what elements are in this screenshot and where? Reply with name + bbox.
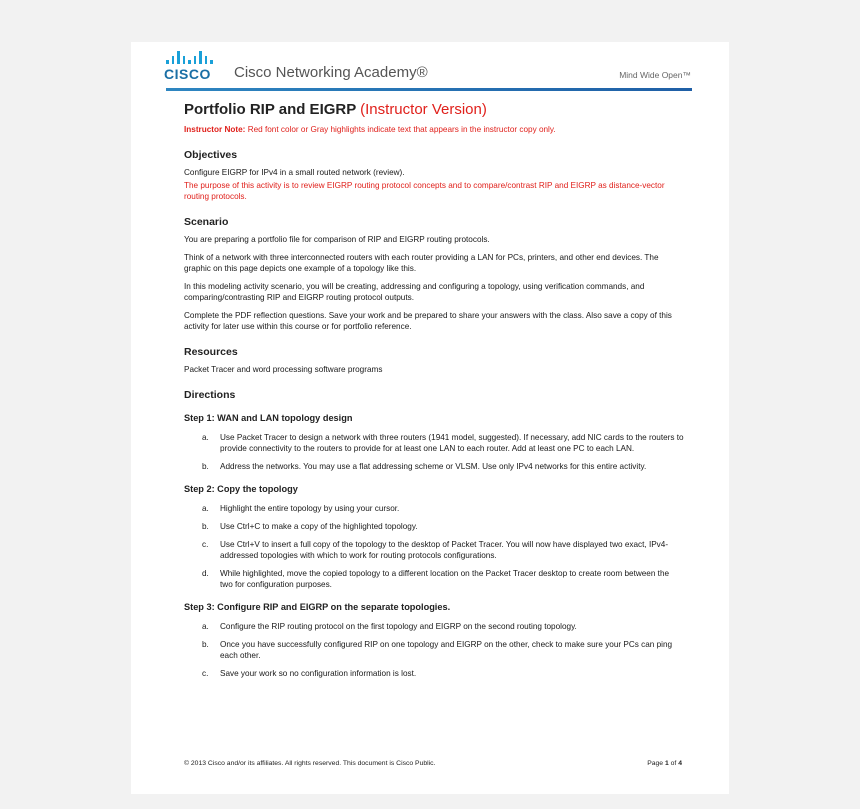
cisco-logo	[164, 50, 222, 84]
list-item-text: Use Ctrl+V to insert a full copy of the topology to the desktop of Packet Tracer. You will now have displayed two exact, IPv4-addressed topologies with which to work for routing protocols configurations.	[220, 540, 669, 560]
step-1-list	[184, 432, 684, 472]
list-item-text: Once you have successfully configured RIP on one topology and EIGRP on the other, check to make sure your PCs can ping each other.	[220, 640, 673, 660]
page-total: 4	[678, 760, 682, 767]
list-item-text: Save your work so no configuration information is lost.	[220, 669, 417, 678]
list-item	[184, 539, 684, 561]
list-marker: a.	[202, 622, 209, 631]
cisco-wordmark: CISCO	[164, 66, 211, 82]
scenario-heading: Scenario	[184, 216, 229, 228]
page-current: 1	[664, 760, 669, 767]
objectives-line: Configure EIGRP for IPv4 in a small routed network (review).	[184, 168, 405, 177]
resources-line: Packet Tracer and word processing software programs	[184, 365, 383, 374]
list-marker: c.	[202, 669, 209, 678]
document-body	[184, 100, 684, 686]
instructor-note	[184, 124, 684, 135]
title-variant: (Instructor Version)	[360, 101, 487, 118]
title-main: Portfolio RIP and EIGRP	[184, 101, 356, 118]
list-item	[184, 668, 684, 679]
step-3-list	[184, 621, 684, 679]
page-footer	[184, 760, 682, 767]
list-item-text: While highlighted, move the copied topology to a different location on the Packet Tracer desktop to create room between the two for configuration purposes.	[220, 569, 670, 589]
list-marker: d.	[202, 569, 209, 578]
list-item-text: Highlight the entire topology by using your cursor.	[220, 504, 400, 513]
document-title	[184, 100, 684, 120]
academy-name: Cisco Networking Academy®	[234, 64, 428, 81]
page-label: Page	[647, 760, 664, 767]
list-marker: a.	[202, 504, 209, 513]
list-item-text: Use Ctrl+C to make a copy of the highlighted topology.	[220, 522, 418, 531]
list-marker: c.	[202, 540, 209, 549]
list-marker: a.	[202, 433, 209, 442]
step-3-heading: Step 3: Configure RIP and EIGRP on the separate topologies.	[184, 602, 451, 612]
list-marker: b.	[202, 462, 209, 471]
list-item	[184, 521, 684, 532]
scenario-paragraph: You are preparing a portfolio file for comparison of RIP and EIGRP routing protocols.	[184, 235, 490, 244]
instructor-note-label: Instructor Note:	[184, 125, 246, 134]
scenario-paragraph: Complete the PDF reflection questions. Save your work and be prepared to share your answers with the class. Also save a copy of this activity for later use within this course or for portfolio reference.	[184, 311, 672, 331]
instructor-note-text: Red font color or Gray highlights indicate text that appears in the instructor copy only.	[247, 125, 556, 134]
page-number	[647, 760, 682, 767]
list-item-text: Configure the RIP routing protocol on the first topology and EIGRP on the second routing topology.	[220, 622, 577, 631]
list-item	[184, 432, 684, 454]
cisco-bars-icon	[166, 50, 222, 64]
list-marker: b.	[202, 640, 209, 649]
list-item	[184, 568, 684, 590]
list-item	[184, 461, 684, 472]
list-item-text: Use Packet Tracer to design a network with three routers (1941 model, suggested). If necessary, add NIC cards to the routers to provide connectivity to the routers to provide for at least one LAN to each router. Add at least one PC to each LAN.	[220, 433, 684, 453]
header-rule	[166, 88, 692, 91]
scenario-paragraph: Think of a network with three interconnected routers with each router providing a LAN for PCs, printers, and other end devices. The graphic on this page depicts one example of a topology like this.	[184, 253, 659, 273]
document-page	[131, 42, 729, 794]
list-item-text: Address the networks. You may use a flat addressing scheme or VLSM. Use only IPv4 networks for this entire activity.	[220, 462, 647, 471]
page-of: of	[670, 760, 677, 767]
step-2-list	[184, 503, 684, 590]
list-item	[184, 503, 684, 514]
resources-heading: Resources	[184, 346, 238, 358]
objectives-heading: Objectives	[184, 149, 238, 161]
scenario-paragraph: In this modeling activity scenario, you will be creating, addressing and configuring a topology, using verification commands, and comparing/contrasting RIP and EIGRP routing protocol outputs.	[184, 282, 645, 302]
directions-heading: Directions	[184, 389, 236, 401]
list-item	[184, 621, 684, 632]
step-2-heading: Step 2: Copy the topology	[184, 484, 298, 494]
list-marker: b.	[202, 522, 209, 531]
copyright-text: © 2013 Cisco and/or its affiliates. All rights reserved. This document is Cisco Public.	[184, 760, 436, 767]
tagline: Mind Wide Open™	[619, 70, 691, 80]
list-item	[184, 639, 684, 661]
objectives-instructor-line: The purpose of this activity is to review EIGRP routing protocol concepts and to compare/contrast RIP and EIGRP as distance-vector routing protocols.	[184, 181, 665, 201]
step-1-heading: Step 1: WAN and LAN topology design	[184, 413, 353, 423]
